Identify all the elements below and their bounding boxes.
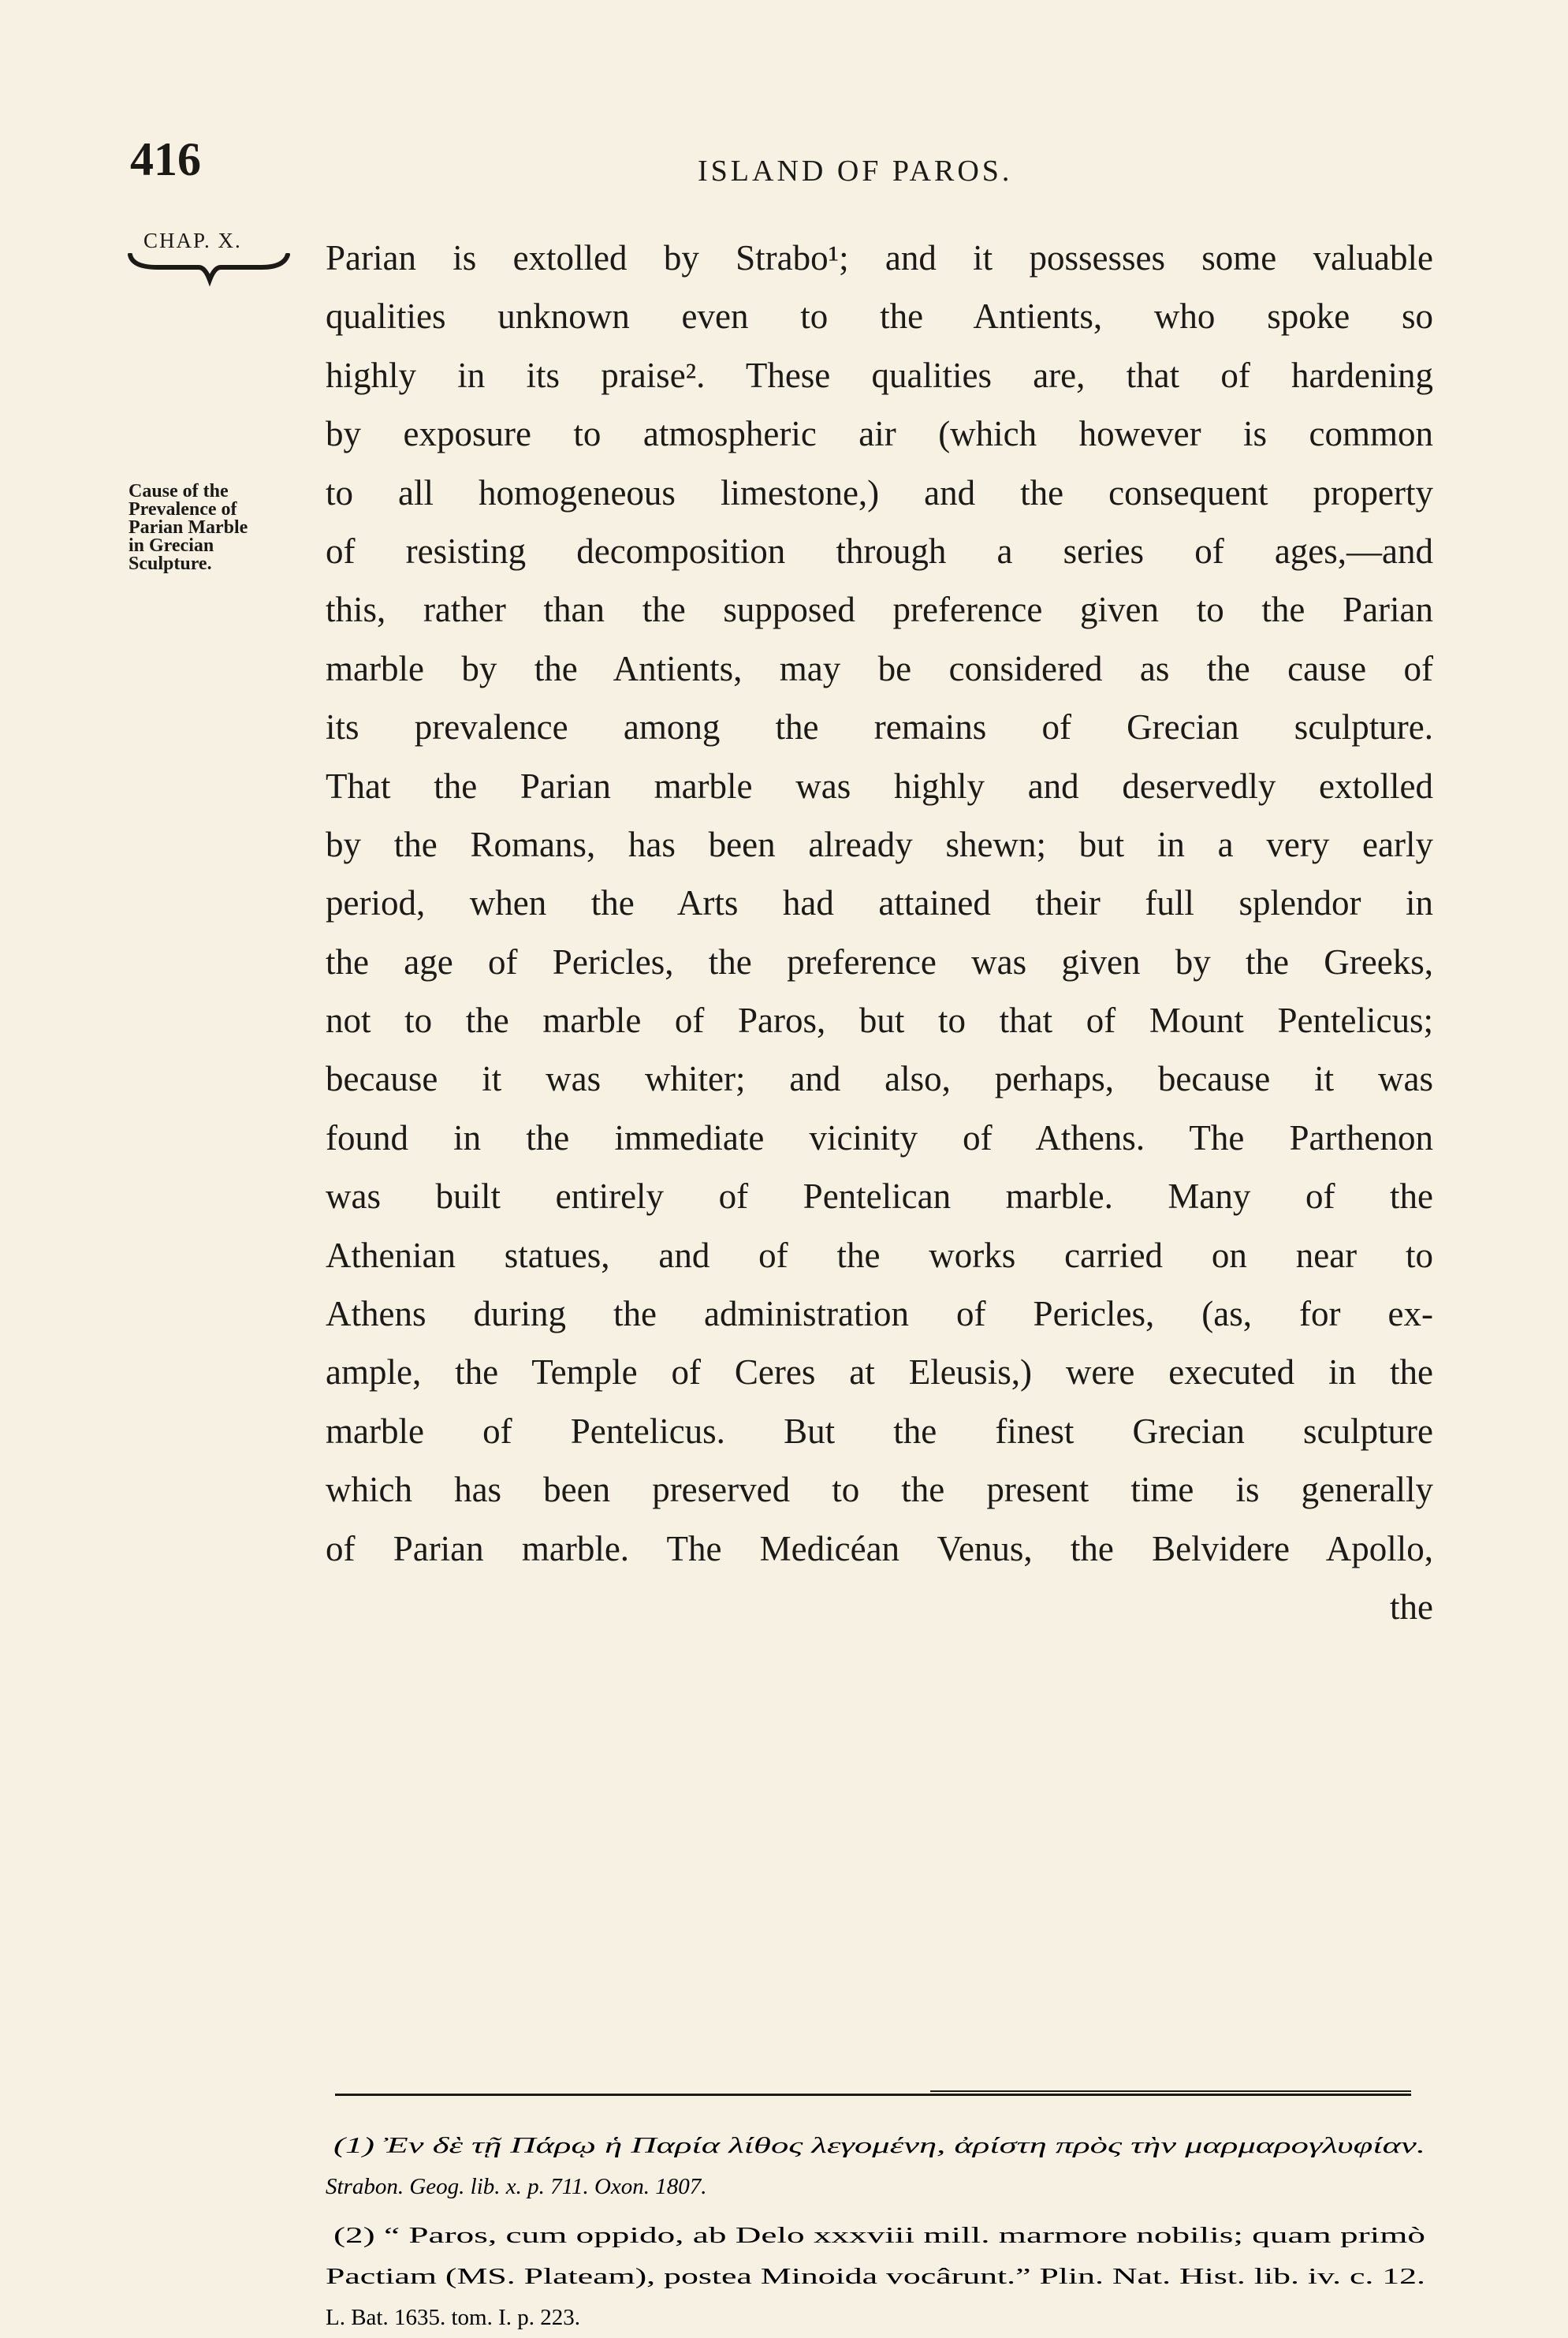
text-line: of resisting decomposition through a series of ages,—and [326, 531, 1433, 571]
text-line: Athenian statues, and of the works carried on near to [326, 1235, 1433, 1275]
margin-note-line: in Grecian [128, 535, 214, 556]
text-line: Parian is extolled by Strabo¹; and it possesses some valuable [326, 238, 1433, 278]
footnote-2-line-2: Pactiam (MS. Plateam), postea Minoida vocârunt.” Plin. Nat. Hist. lib. iv. c. 12. [326, 2264, 1425, 2289]
footnotes [326, 2129, 1433, 2338]
text-line: which has been preserved to the present time is generally [326, 1470, 1433, 1510]
text-line: its prevalence among the remains of Grecian sculpture. [326, 707, 1433, 748]
text-line: not to the marble of Paros, but to that of Mount Pentelicus; [326, 1001, 1433, 1041]
footnote-1-greek: (1) Ἐν δὲ τῇ Πάρῳ ἡ Παρία λίθος λεγομένη, ἀρίστη πρὸς τὴν μαρμαρογλυφίαν. [333, 2133, 1425, 2158]
catchword: the [1390, 1587, 1433, 1627]
text-line: marble by the Antients, may be considered as the cause of [326, 648, 1433, 688]
text-line: qualities unknown even to the Antients, who spoke so [326, 296, 1433, 337]
footnote-2-line-1: (2) “ Paros, cum oppido, ab Delo xxxviii mill. marmore nobilis; quam primò [333, 2223, 1425, 2248]
text-line: the age of Pericles, the preference was given by the Greeks, [326, 942, 1433, 982]
footnote-rule-upper [930, 2090, 1411, 2092]
footnote-rule [335, 2094, 1411, 2096]
margin-note [128, 483, 302, 573]
margin-note-line: Prevalence of [128, 499, 237, 520]
text-line: highly in its praise². These qualities are, that of hardening [326, 355, 1433, 395]
text-line: this, rather than the supposed preference given to the Parian [326, 590, 1433, 630]
chapter-brace-ornament [126, 253, 292, 293]
running-title: ISLAND OF PAROS. [698, 155, 1013, 188]
text-line: That the Parian marble was highly and deservedly extolled [326, 766, 1433, 806]
margin-note-line: Cause of the [128, 481, 229, 502]
main-text [326, 229, 1433, 1636]
text-line: period, when the Arts had attained their full splendor in [326, 883, 1433, 923]
page-number: 416 [130, 133, 201, 185]
text-line: was built entirely of Pentelican marble. Many of the [326, 1176, 1433, 1217]
chapter-text: CHAP. X. [143, 229, 242, 252]
margin-note-line: Parian Marble [128, 517, 248, 538]
text-line: ample, the Temple of Ceres at Eleusis,) were executed in the [326, 1352, 1433, 1393]
text-line: of Parian marble. The Medicéan Venus, the Belvidere Apollo, [326, 1528, 1433, 1568]
chapter-label [126, 230, 292, 293]
text-line: found in the immediate vicinity of Athens. The Parthenon [326, 1117, 1433, 1158]
footnote-block [326, 2129, 1433, 2334]
text-line: by the Romans, has been already shewn; but in a very early [326, 824, 1433, 864]
text-line: marble of Pentelicus. But the finest Grecian sculpture [326, 1411, 1433, 1451]
footnote-1-reference: Strabon. Geog. lib. x. p. 711. Oxon. 1807. [326, 2174, 707, 2199]
text-line: because it was whiter; and also, perhaps, because it was [326, 1059, 1433, 1099]
text-line: to all homogeneous limestone,) and the consequent property [326, 472, 1433, 513]
text-line: Athens during the administration of Pericles, (as, for ex- [326, 1294, 1433, 1334]
margin-note-line: Sculpture. [128, 554, 212, 574]
footnote-2-line-3: L. Bat. 1635. tom. I. p. 223. [326, 2305, 581, 2330]
text-line: by exposure to atmospheric air (which however is common [326, 414, 1433, 454]
